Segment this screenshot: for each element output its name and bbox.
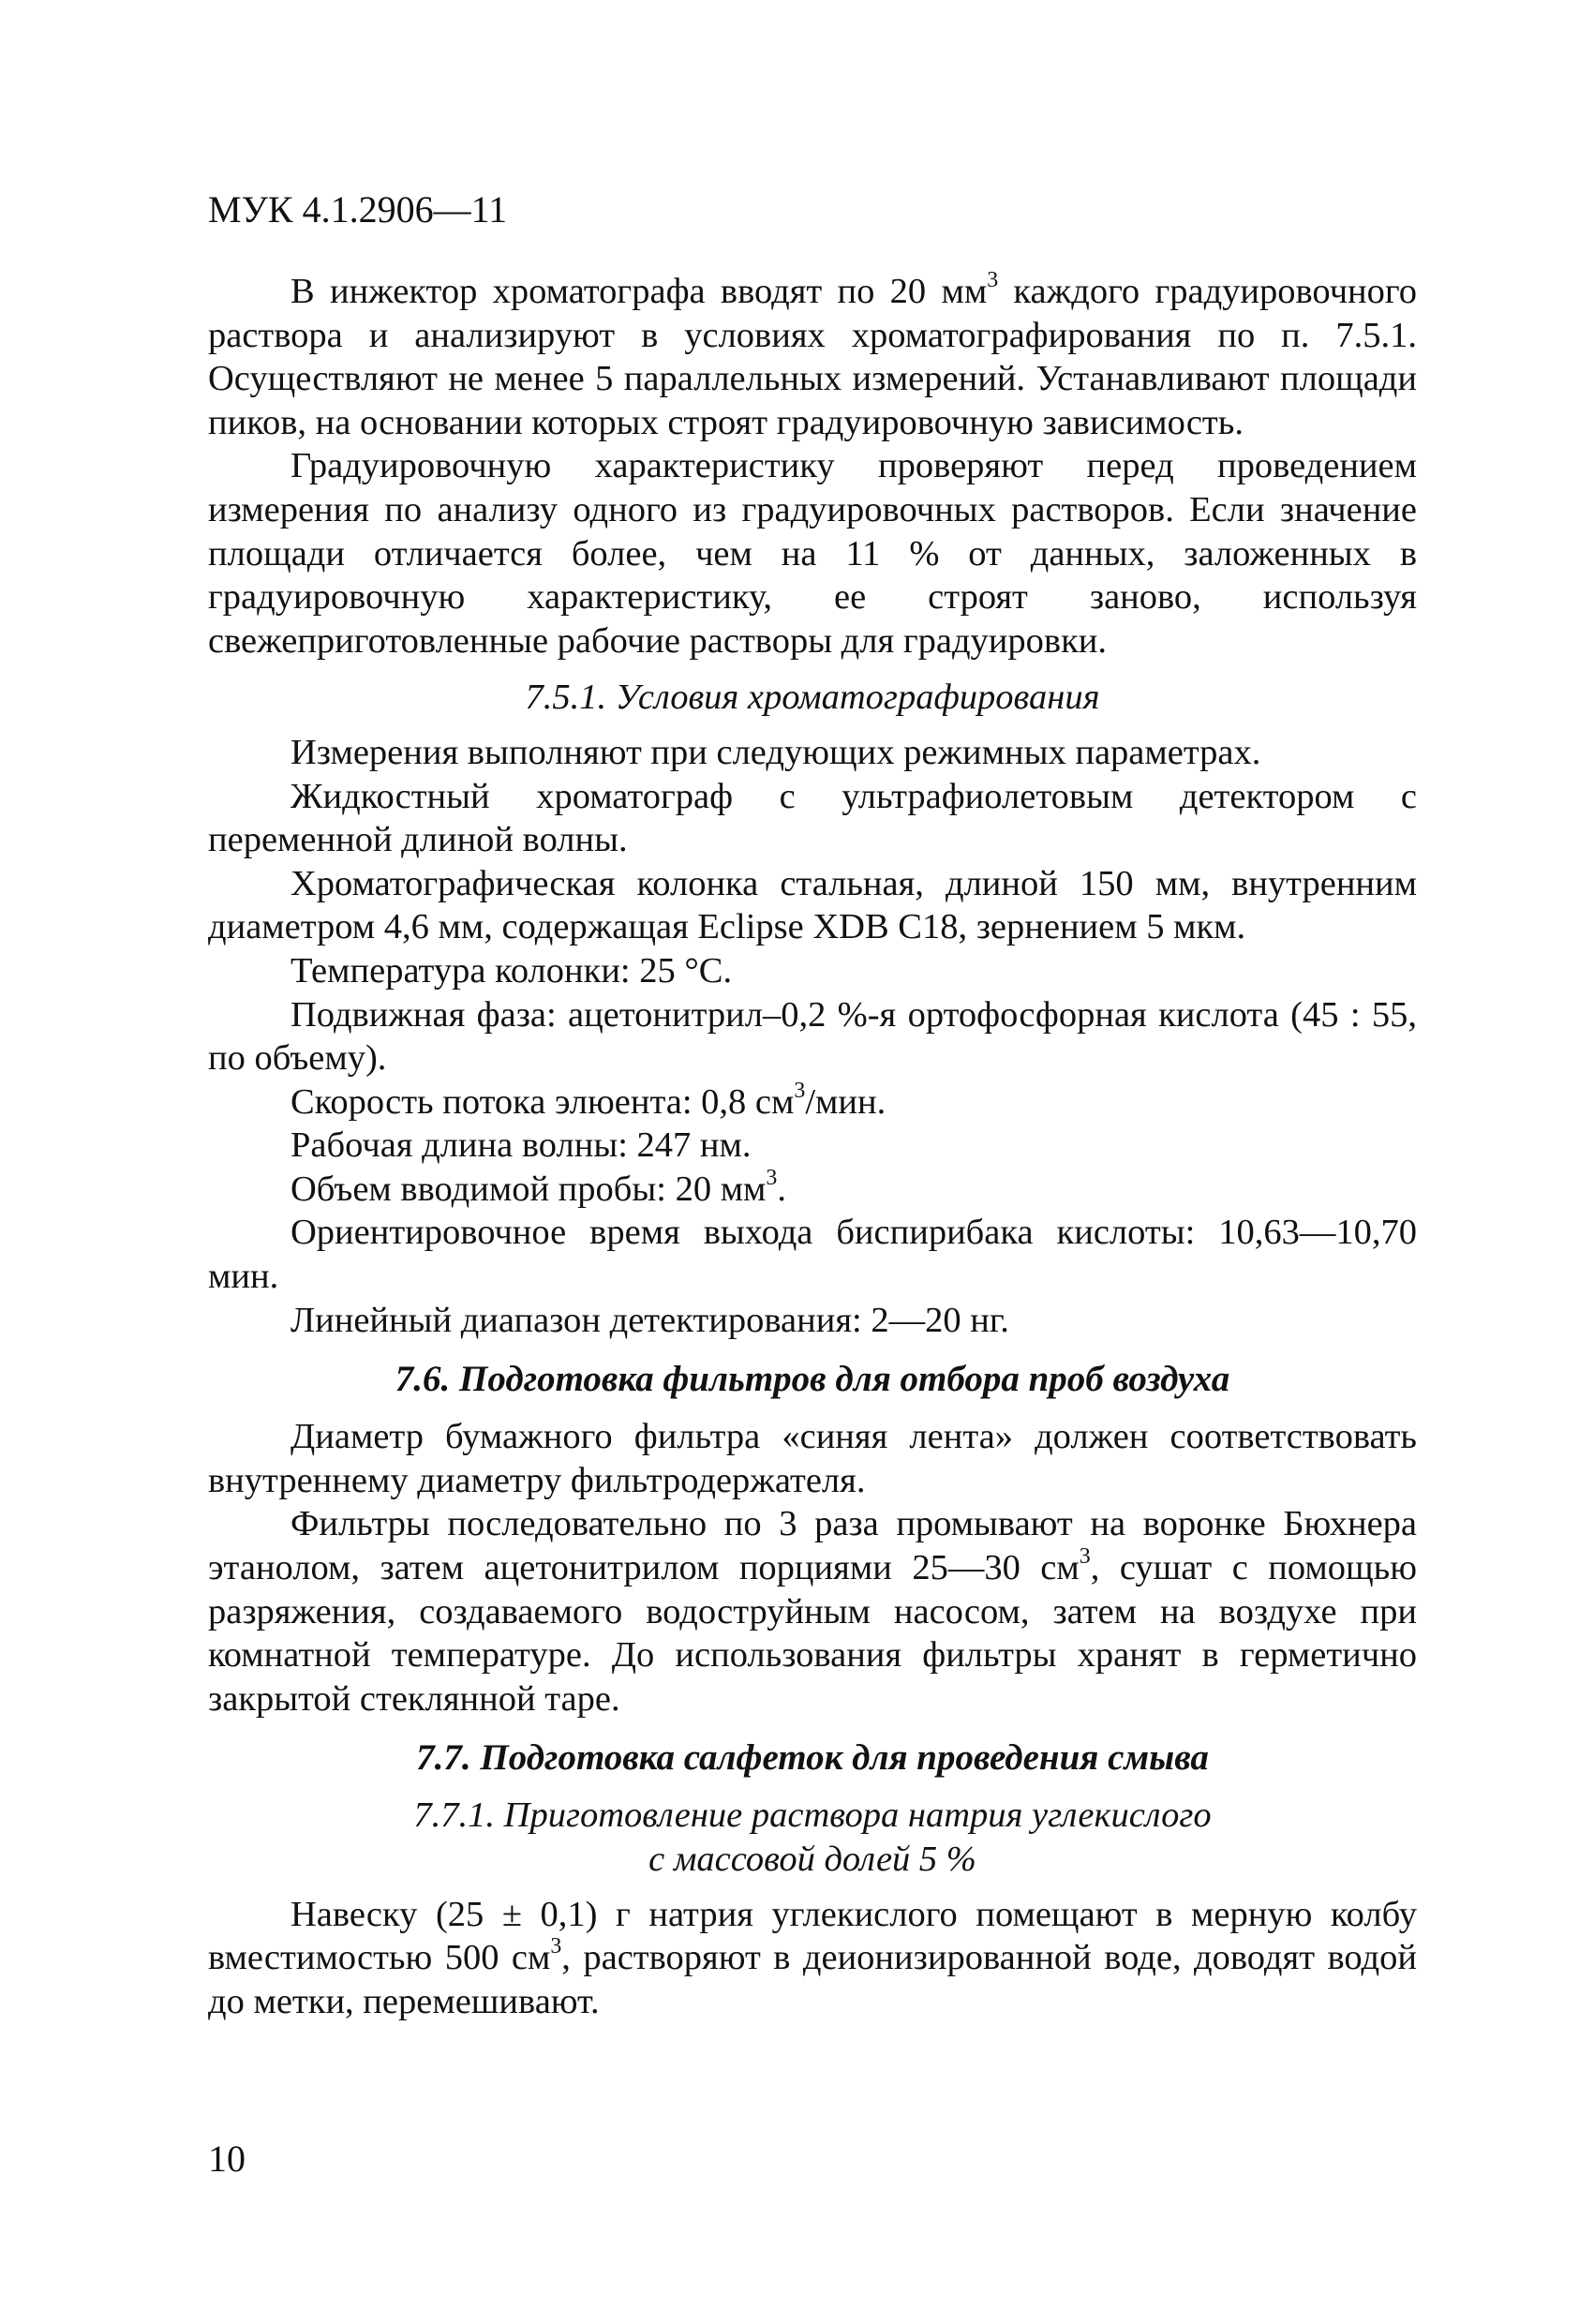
document-code: МУК 4.1.2906—11 [208,188,508,231]
paragraph-flow-rate: Скорость потока элюента: 0,8 $см^3$/мин. [290,1078,886,1122]
heading-7-7-1-line-1: 7.7.1. Приготовление раствора натрия углекислого [413,1795,1212,1836]
paragraph-mobile-phase: Подвижная фаза: ацетонитрил–0,2 %-я ортофосфорная кислота (45 : 55, по объему). [208,994,1417,1079]
paragraph-calibration-check: Градуировочную характеристику проверяют перед проведением измерения по анализу одного из градуировочных растворов. Если значение площади отличается более, чем на 11 % от данных, заложенных в градуировочную характеристику, ее строят заново, используя свежеприготовленные рабочие растворы для градуировки. [208,446,1417,661]
paragraph-filter-washing: Фильтры последовательно по 3 раза промывают на воронке Бюхнера этанолом, затем ацетонитрилом порциями 25—30 $см^3$, сушат с помощью разряжения, создаваемого водоструйным насосом, затем на воздухе при комнатной температуре. До использования фильтры хранят в герметично закрытой стеклянной таре. [208,1504,1417,1719]
heading-7-5-1: 7.5.1. Условия хроматографирования [525,678,1100,718]
paragraph-injection-volume: Объем вводимой пробы: 20 $мм^3$. [290,1165,786,1209]
paragraph-sodium-carbonate: Навеску (25 ± 0,1) г натрия углекислого помещают в мерную колбу вместимостью 500 $см^3$, растворяют в деионизированной воде, доводят водой до метки, перемешивают. [208,1894,1417,2021]
paragraph-linear-range: Линейный диапазон детектирования: 2—20 нг. [290,1300,1009,1340]
page-number: 10 [208,2138,246,2180]
heading-7-6: 7.6. Подготовка фильтров для отбора проб воздуха [395,1359,1230,1400]
document-page [208,187,1417,2023]
paragraph-column-temperature: Температура колонки: 25 °С. [290,950,733,991]
heading-7-7: 7.7. Подготовка салфеток для проведения смыва [416,1737,1209,1779]
paragraph-chromatograph: Жидкостный хроматограф с ультрафиолетовым детектором с переменной длиной волны. [208,776,1417,860]
heading-7-7-1 [208,1794,1417,1881]
paragraph-injection: В инжектор хроматографа вводят по 20 $мм^3$ каждого градуировочного раствора и анализируют в условиях хроматографирования по п. 7.5.1. Осуществляют не менее 5 параллельных измерений. Устанавливают площади пиков, на основании которых строят градуировочную зависимость. [208,267,1417,442]
paragraph-column: Хроматографическая колонка стальная, длиной 150 мм, внутренним диаметром 4,6 мм, содержащая Eclipse XDB C18, зернением 5 мкм. [208,863,1417,947]
paragraph-modes: Измерения выполняют при следующих режимных параметрах. [290,732,1261,772]
paragraph-retention-time: Ориентировочное время выхода биспирибака кислоты: 10,63—10,70 мин. [208,1213,1417,1297]
paragraph-wavelength: Рабочая длина волны: 247 нм. [290,1125,752,1166]
paragraph-filter-diameter: Диаметр бумажного фильтра «синяя лента» должен соответствовать внутреннему диаметру фильтродержателя. [208,1417,1417,1500]
heading-7-7-1-line-2: с массовой долей 5 % [648,1840,976,1879]
